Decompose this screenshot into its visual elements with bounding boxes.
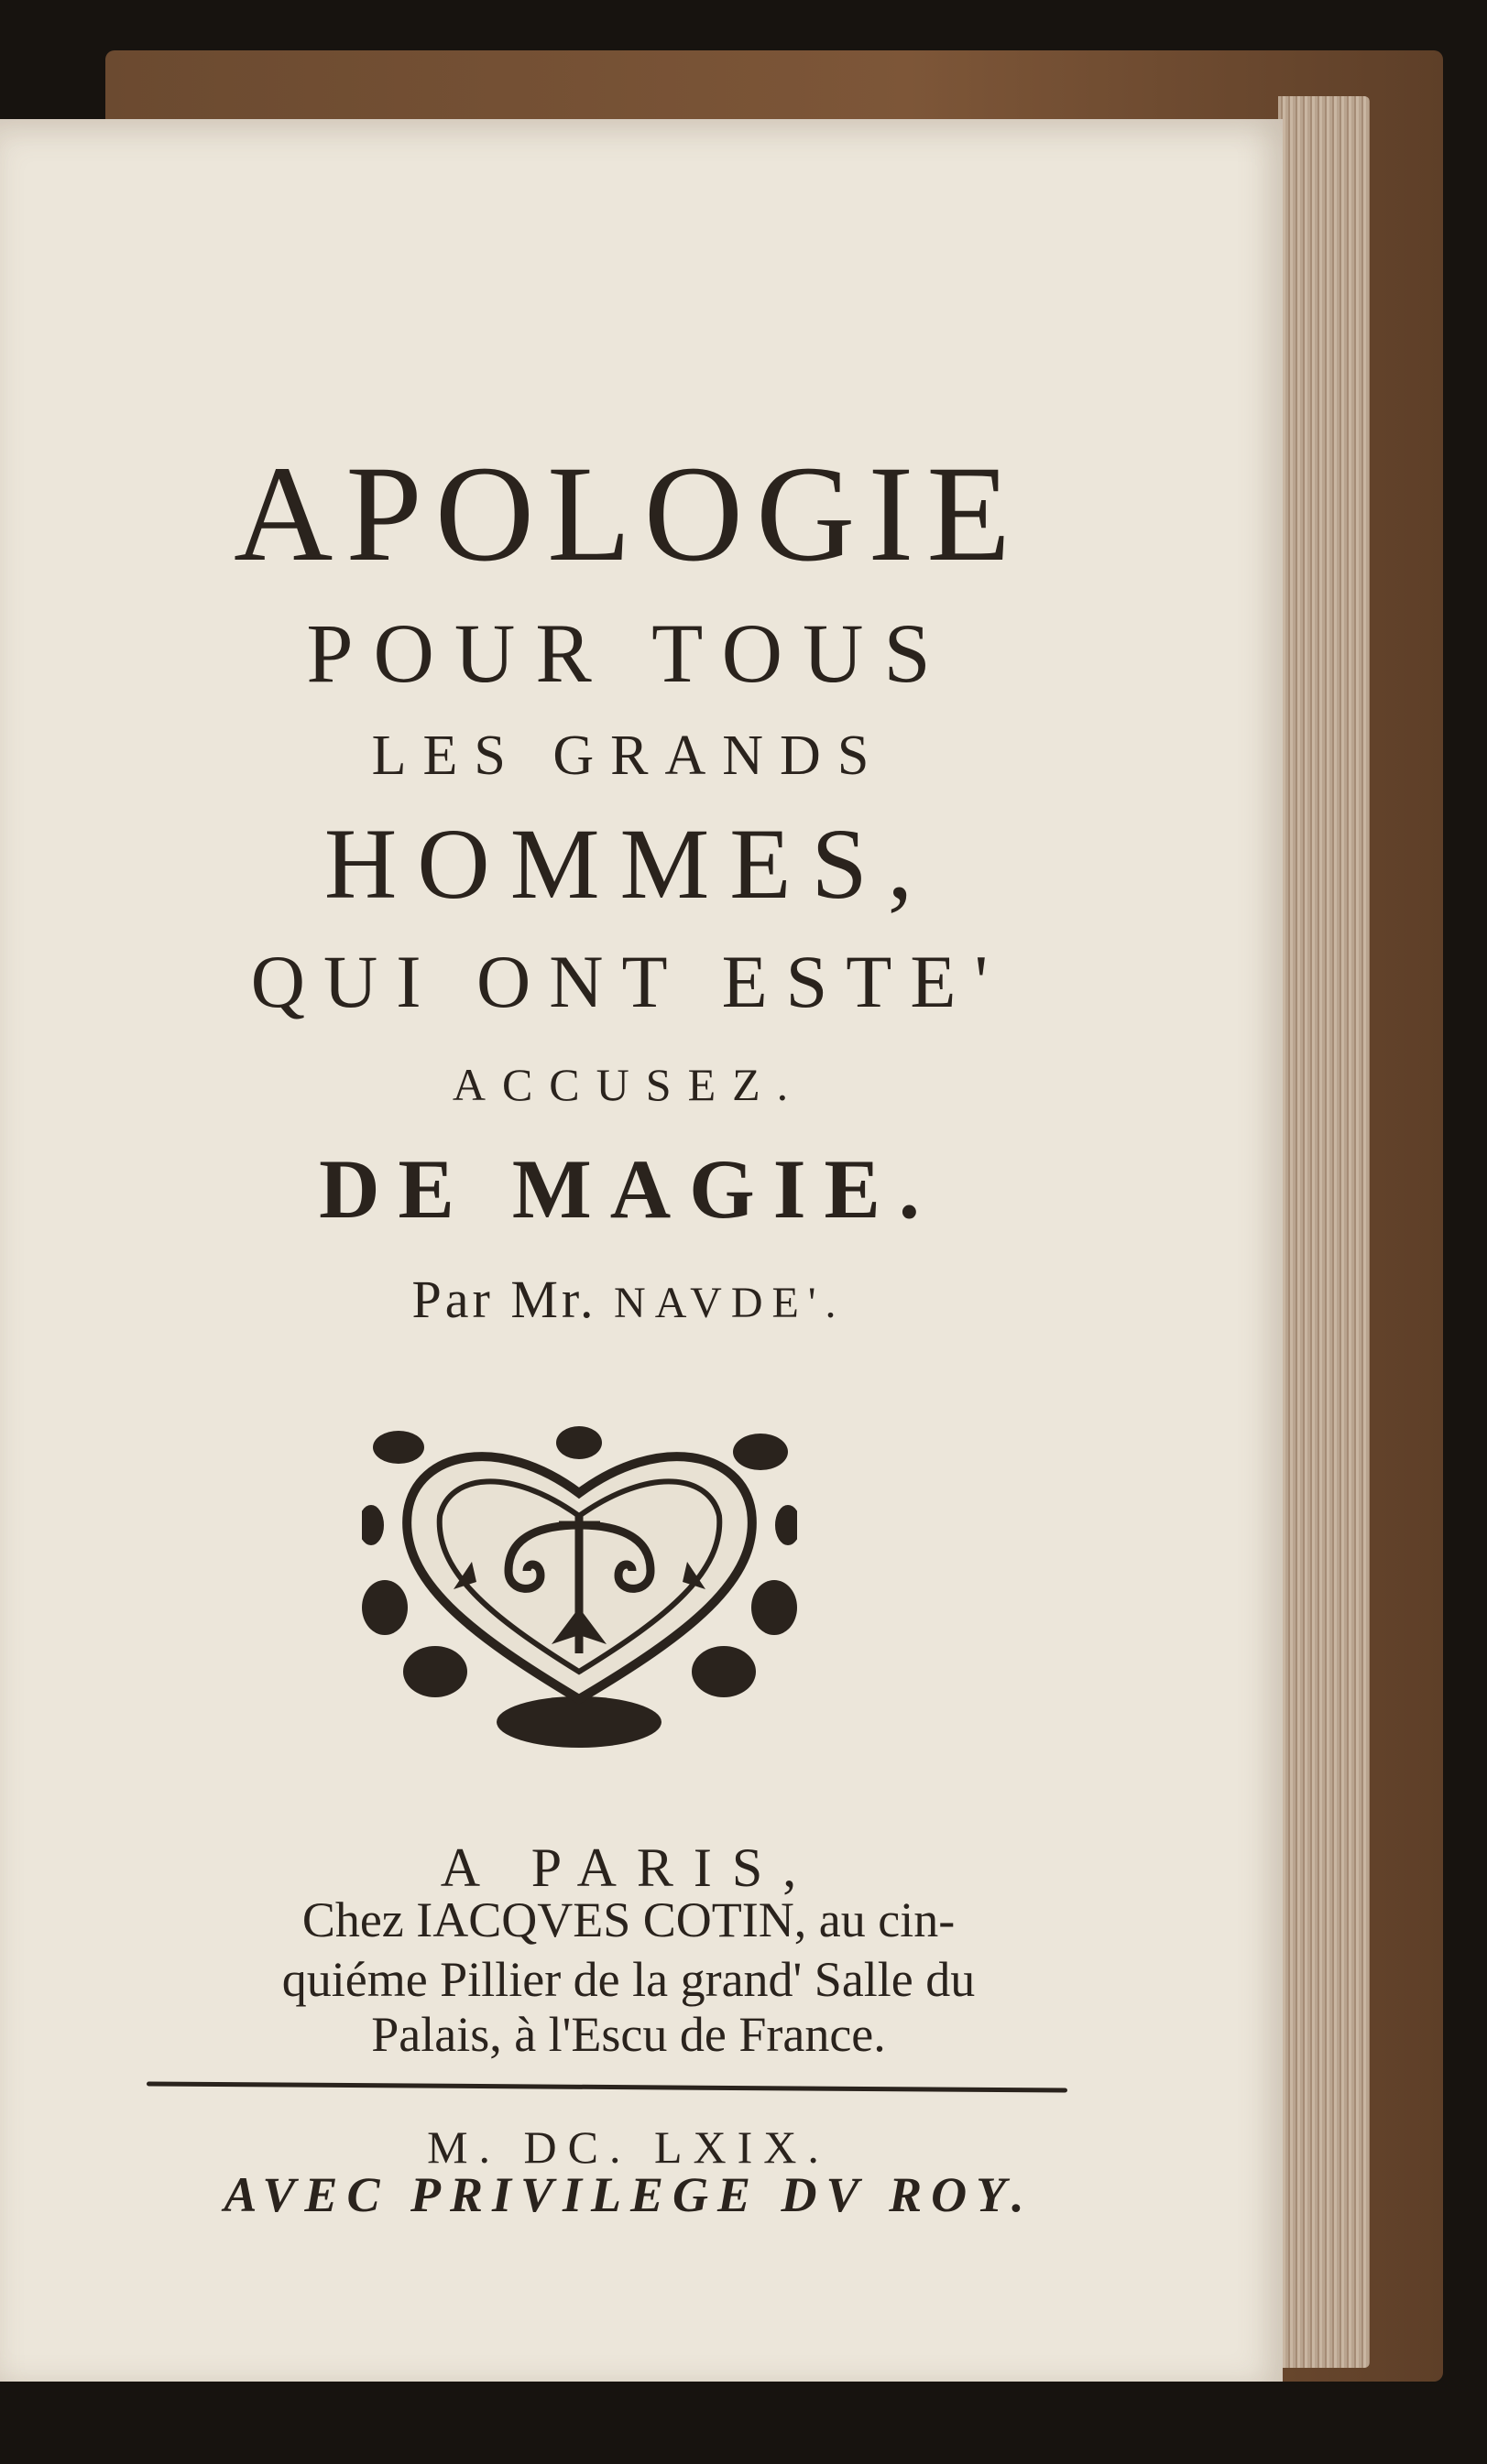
horizontal-rule (147, 2081, 1067, 2092)
title-line-7: DE MAGIE. (319, 1142, 938, 1236)
imprint-line-3: Palais, à l'Escu de France. (371, 2007, 886, 2062)
title-line-1: APOLOGIE (234, 438, 1023, 590)
title-page (0, 119, 1283, 2382)
imprint-line-1: Chez IACQVES COTIN, au cin- (301, 1892, 956, 1947)
page-edges (1278, 96, 1370, 2368)
imprint-city: A PARIS, (440, 1837, 817, 1898)
title-line-4: HOMMES, (323, 808, 934, 920)
title-line-5: QUI ONT ESTE' (250, 940, 1007, 1023)
author-name: NAVDE'. (614, 1279, 846, 1327)
title-line-3: LES GRANDS (371, 725, 886, 787)
privilege-line: AVEC PRIVILEGE DV ROY. (224, 2167, 1033, 2222)
title-line-2: POUR TOUS (306, 606, 951, 700)
imprint-line-2: quiéme Pillier de la grand' Salle du (281, 1952, 976, 2007)
author-prefix: Par Mr. (411, 1270, 597, 1329)
title-line-6: ACCUSEZ. (452, 1059, 805, 1110)
heart-ornament-icon (362, 1424, 797, 1750)
author-line (0, 1269, 1257, 1330)
publication-year: M. DC. LXIX. (427, 2121, 830, 2173)
